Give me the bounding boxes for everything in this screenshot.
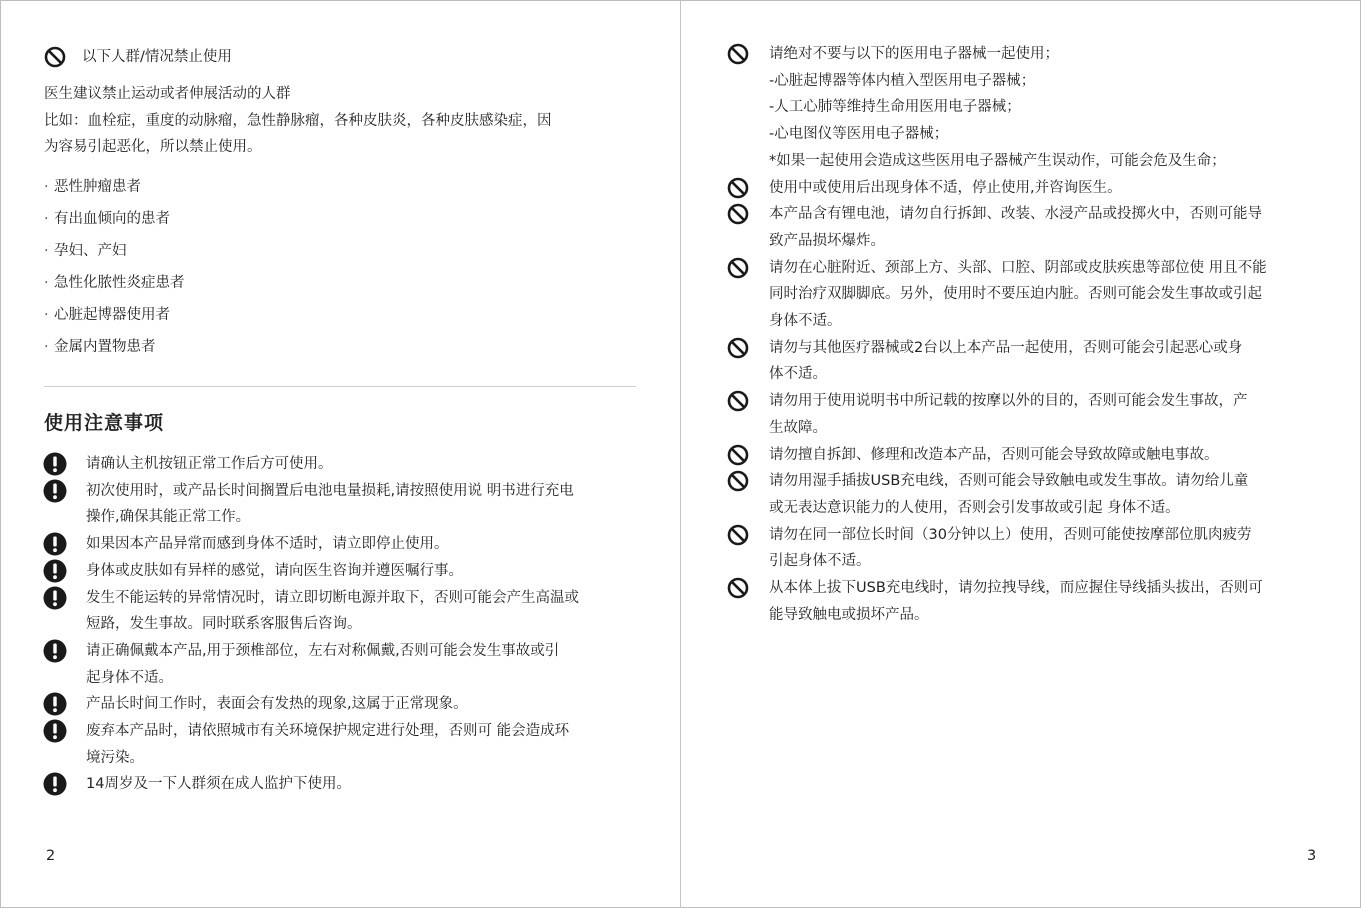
list-item-text: 有出血倾向的患者 bbox=[54, 211, 170, 227]
intro-line: 为容易引起恶化，所以禁止使用。 bbox=[44, 139, 262, 155]
list-item bbox=[44, 302, 185, 334]
list-item-text: 孕妇、产妇 bbox=[54, 243, 127, 259]
bullet-marker: · bbox=[44, 307, 49, 323]
warning-text-line: 操作,确保其能正常工作。 bbox=[86, 509, 251, 526]
bullet-marker: · bbox=[44, 243, 49, 259]
bullet-marker: · bbox=[44, 339, 49, 355]
warning-text-line: 如果因本产品异常而感到身体不适时，请立即停止使用。 bbox=[86, 536, 449, 553]
page-left bbox=[0, 0, 680, 908]
warning-text-line: 发生不能运转的异常情况时，请立即切断电源并取下，否则可能会产生高温或 bbox=[86, 589, 579, 606]
list-item-text: 恶性肿瘤患者 bbox=[54, 179, 141, 195]
prohibition-text-line: 请绝对不要与以下的医用电子器械一起使用； bbox=[769, 46, 1059, 62]
exclamation-icon bbox=[43, 559, 67, 583]
prohibited-icon bbox=[727, 177, 749, 199]
intro-line: 比如：血栓症，重度的动脉瘤，急性静脉瘤，各种皮肤炎，各种皮肤感染症，因 bbox=[44, 112, 552, 129]
prohibition-text-line: 或无表达意识能力的人使用，否则会引发事故或引起 身体不适。 bbox=[769, 499, 1180, 516]
prohibited-icon bbox=[727, 444, 749, 466]
exclamation-icon bbox=[43, 479, 67, 503]
prohibited-header: 以下人群/情况禁止使用 bbox=[82, 49, 232, 65]
prohibition-text-line: -心电图仪等医用电子器械； bbox=[769, 126, 949, 143]
prohibited-icon bbox=[727, 390, 749, 412]
prohibition-text-line: 生故障。 bbox=[769, 419, 827, 436]
list-item-text: 急性化脓性炎症患者 bbox=[54, 275, 185, 291]
prohibited-icon bbox=[727, 43, 749, 65]
prohibition-text-line: *如果一起使用会造成这些医用电子器械产生误动作，可能会危及生命； bbox=[769, 152, 1226, 169]
warning-text-line: 身体或皮肤如有异样的感觉，请向医生咨询并遵医嘱行事。 bbox=[86, 562, 463, 579]
prohibition-text-line: 致产品损坏爆炸。 bbox=[769, 232, 885, 249]
warning-text-line: 14周岁及一下人群须在成人监护下使用。 bbox=[86, 776, 351, 793]
warning-text-line: 请正确佩戴本产品,用于颈椎部位，左右对称佩戴,否则可能会发生事故或引 bbox=[86, 642, 560, 659]
prohibition-text-line: -人工心肺等维持生命用医用电子器械； bbox=[769, 99, 1021, 116]
prohibition-text-line: 请勿在心脏附近、颈部上方、头部、口腔、阴部或皮肤疾患等部位使 用且不能 bbox=[769, 259, 1267, 276]
prohibition-text-line: 身体不适。 bbox=[769, 313, 842, 329]
prohibition-text-line: 同时治疗双脚脚底。另外，使用时不要压迫内脏。否则可能会发生事故或引起 bbox=[769, 286, 1262, 303]
warning-text-line: 请确认主机按钮正常工作后方可使用。 bbox=[86, 456, 333, 472]
prohibition-text-line: 请勿与其他医疗器械或2台以上本产品一起使用，否则可能会引起恶心或身 bbox=[769, 339, 1243, 356]
prohibition-text-line: 请勿用湿手插拔USB充电线，否则可能会导致触电或发生事故。请勿给儿童 bbox=[769, 473, 1249, 490]
prohibition-text-line: 体不适。 bbox=[769, 366, 827, 383]
exclamation-icon bbox=[43, 452, 67, 476]
prohibition-text-line: 从本体上拔下USB充电线时，请勿拉拽导线，而应握住导线插头拔出，否则可 bbox=[769, 580, 1263, 596]
prohibited-icon bbox=[727, 337, 749, 359]
intro-text bbox=[44, 81, 552, 161]
page-number: 3 bbox=[1307, 848, 1317, 864]
exclamation-icon bbox=[43, 586, 67, 610]
prohibition-text-line: 使用中或使用后出现身体不适，停止使用,并咨询医生。 bbox=[769, 179, 1122, 196]
list-item bbox=[44, 206, 185, 238]
list-item bbox=[44, 334, 185, 366]
exclamation-icon bbox=[43, 532, 67, 556]
prohibited-icon bbox=[727, 257, 749, 279]
warning-text-line: 废弃本产品时，请依照城市有关环境保护规定进行处理，否则可 能会造成环 bbox=[86, 723, 570, 739]
exclamation-icon bbox=[43, 692, 67, 716]
prohibition-text-line: 请勿用于使用说明书中所记载的按摩以外的目的，否则可能会发生事故，产 bbox=[769, 393, 1248, 410]
warning-text-line: 起身体不适。 bbox=[86, 669, 173, 686]
list-item bbox=[44, 238, 185, 270]
prohibited-icon bbox=[727, 470, 749, 492]
prohibition-text-line: 请勿在同一部位长时间（30分钟以上）使用，否则可能使按摩部位肌肉疲劳 bbox=[769, 526, 1252, 543]
warning-text-line: 初次使用时，或产品长时间搁置后电池电量损耗,请按照使用说 明书进行充电 bbox=[86, 482, 574, 499]
warning-text-line: 短路，发生事故。同时联系客服售后咨询。 bbox=[86, 616, 362, 633]
prohibited-icon bbox=[727, 524, 749, 546]
bullet-marker: · bbox=[44, 275, 49, 291]
bullet-marker: · bbox=[44, 211, 49, 227]
exclamation-icon bbox=[43, 719, 67, 743]
page-number: 2 bbox=[46, 848, 56, 864]
warning-text-line: 产品长时间工作时，表面会有发热的现象,这属于正常现象。 bbox=[86, 696, 468, 713]
list-item-text: 金属内置物患者 bbox=[54, 339, 156, 355]
prohibited-icon bbox=[727, 577, 749, 599]
prohibited-groups-list bbox=[44, 174, 185, 366]
intro-line: 医生建议禁止运动或者伸展活动的人群 bbox=[44, 86, 291, 102]
exclamation-icon bbox=[43, 772, 67, 796]
exclamation-icon bbox=[43, 639, 67, 663]
prohibited-icon bbox=[727, 203, 749, 225]
prohibition-text-line: 请勿擅自拆卸、修理和改造本产品，否则可能会导致故障或触电事故。 bbox=[769, 446, 1219, 463]
section-title: 使用注意事项 bbox=[44, 412, 165, 434]
prohibition-text-line: -心脏起博器等体内植入型医用电子器械； bbox=[769, 72, 1036, 89]
prohibition-text-line: 能导致触电或损坏产品。 bbox=[769, 606, 929, 623]
prohibition-text-line: 引起身体不适。 bbox=[769, 553, 871, 570]
page-right bbox=[681, 0, 1361, 908]
bullet-marker: · bbox=[44, 179, 49, 195]
section-divider bbox=[44, 386, 636, 387]
list-item-text: 心脏起博器使用者 bbox=[54, 307, 170, 323]
warning-text-line: 境污染。 bbox=[86, 749, 144, 766]
prohibited-icon bbox=[44, 46, 66, 68]
list-item bbox=[44, 174, 185, 206]
prohibition-text-line: 本产品含有锂电池，请勿自行拆卸、改装、水浸产品或投掷火中，否则可能导 bbox=[769, 206, 1262, 223]
list-item bbox=[44, 270, 185, 302]
